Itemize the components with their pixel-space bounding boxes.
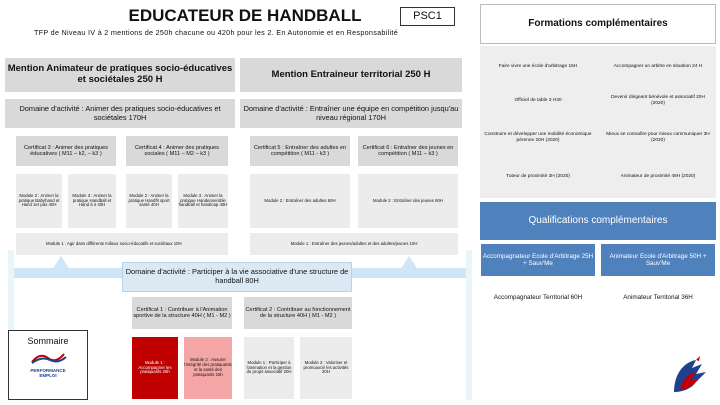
certificat-6: Certificat 6 : Entraîner des jeunes en compétition ( M11 – k3 )	[358, 136, 458, 166]
domain-entrainer: Domaine d'activité : Entraîner une équipe en compétition jusqu'au niveau régional 170H	[240, 99, 462, 128]
module-projet-associatif: Module 1 : Participer à l'animation et la gestion du projet associatif 20H	[244, 337, 294, 399]
qualifications-title: Qualifications complémentaires	[480, 202, 716, 240]
qualification-accompagnateur-territorial: Accompagnateur Territorial 60H	[493, 294, 583, 302]
formation-communiquer: Mieux se connaître pour mieux communiquer 3H (2020)	[606, 132, 710, 143]
certificat-3: Certificat 3 : Animer des pratiques éducatives ( M11 – k2, – k3 )	[16, 136, 116, 166]
formation-ecole-arbitrage: Faire vivre une école d'arbitrage 15H	[498, 64, 578, 70]
mention-entraineur-title: Mention Entraineur territorial 250 H	[271, 68, 431, 80]
formation-mobilite: Construire et développer une mobilité économique pérenne 20H (2020)	[484, 132, 592, 143]
formation-officiel-table: Officiel de table 3 H30	[514, 98, 562, 104]
module-accompagner: Module 1 : Accompagner les pratiquants 25h	[132, 337, 178, 399]
module-securite: Module 2 : Assurer l'intégrité des pratiquants et la santé des pratiquants 15h	[184, 337, 232, 399]
domain-vie-associative: Domaine d'activité : Participer à la vie associative d'une structure de handball 80H	[122, 262, 352, 292]
sommaire-label: Sommaire	[27, 336, 69, 346]
module-1-entraineur: Module 1 : Entraîner des jeunes/adultes et des adultes/jeunes 10H	[250, 233, 458, 255]
formation-dirigeant: Devenir dirigeant bénévole et associatif 20H (2020)	[611, 95, 705, 106]
formation-tuteur: Tuteur de proximité 3H (2020)	[506, 174, 570, 180]
certificat-5: Certificat 5 : Entraîner des adultes en compétition ( M11 - k3 )	[250, 136, 350, 166]
sommaire-button[interactable]	[8, 330, 88, 400]
module-handball-hand4: Module 3 : Animer la pratique Handball et Hand à 4 40H	[68, 174, 116, 228]
qualification-accompagnateur-ecole: Accompagnateur Ecole d'Arbitrage 25H + Sauv'Me	[480, 243, 596, 277]
formation-accompagner-arbitre: Accompagner un arbitre en situation 24 H	[613, 64, 703, 70]
formation-animateur-proximite: Animateur de proximité 48H (2020)	[620, 174, 696, 180]
module-valoriser: Module 2 : Valoriser et promouvoir les activités 20H	[300, 337, 352, 399]
performance-emploi-logo: PERFORMANCE EMPLOI	[26, 350, 70, 379]
psc1-badge: PSC1	[400, 7, 455, 26]
certificat-2: Certificat 2 : Contribuer au fonctionnement de la structure 40H ( M1 - M2 )	[244, 297, 352, 329]
domain-animer: Domaine d'activité : Animer des pratiques socio-éducatives et sociétales 170H	[5, 99, 235, 128]
formations-title: Formations complémentaires	[480, 4, 716, 44]
module-handfit: Module 2 : Animer la pratique Handfit sport santé 40H	[126, 174, 172, 228]
rooster-logo	[666, 352, 712, 403]
page-title: EDUCATEUR DE HANDBALL	[128, 6, 362, 25]
mention-animateur	[5, 58, 235, 92]
certificat-1: Certificat 1 : Contribuer à l'Animation sportive de la structure 40H ( M1 - M2 )	[132, 297, 232, 329]
certificat-4: Certificat 4 : Animer des pratiques sociales ( M11 – M2 – k3 )	[126, 136, 228, 166]
mention-entraineur	[240, 58, 462, 92]
qualification-animateur-territorial: Animateur Territorial 36H	[623, 294, 693, 302]
module-handensemble: Module 3 : Animer la pratique Handensemble handball et handicap 40H	[178, 174, 228, 228]
qualification-animateur-ecole: Animateur Ecole d'Arbitrage 50H + Sauv'Me	[600, 243, 716, 277]
module-entrainer-adultes: Module 2 : Entraîner des adultes 60H	[250, 174, 350, 228]
page-subtitle: TFP de Niveau IV à 2 mentions de 250h chacune ou 420h pour les 2. En Autonomie et en Responsabilité	[34, 28, 399, 37]
module-entrainer-jeunes: Module 2 : Entraîner des jeunes 60H	[358, 174, 458, 228]
module-1-animateur: Module 1 : Agir dans différents milieux socio-éducatifs et sociétaux 10H	[16, 233, 228, 255]
mention-animateur-title: Mention Animateur de pratiques socio-éducatives et sociétales 250 H	[7, 63, 233, 85]
module-babyhand: Module 2 : Animer la pratique Babyhand et Hand 1er pas 40H	[16, 174, 62, 228]
